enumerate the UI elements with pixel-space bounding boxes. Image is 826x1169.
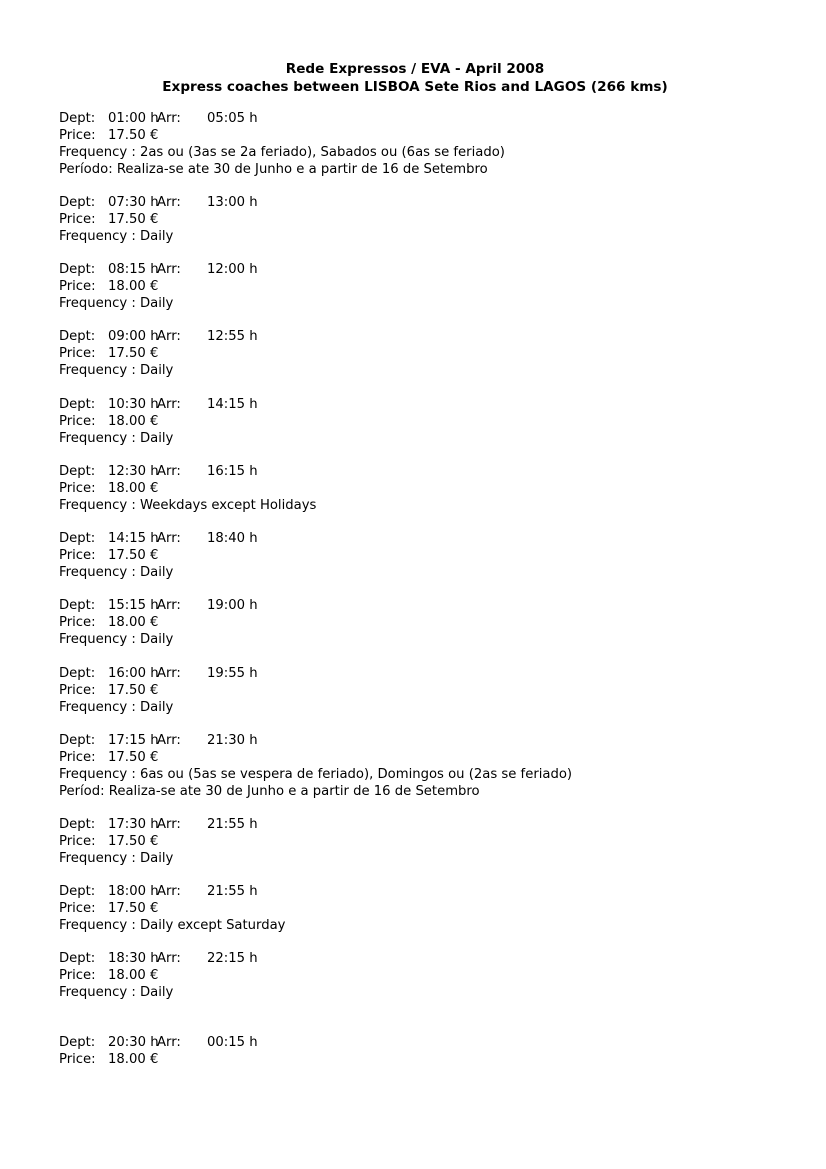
arrival-time: 12:00 h: [207, 262, 258, 277]
departure-time: 18:00 h: [108, 884, 159, 899]
arr-label: Arr:: [157, 397, 181, 412]
arrival-time: 14:15 h: [207, 397, 258, 412]
departure-time: 17:30 h: [108, 817, 159, 832]
arrival-time: 16:15 h: [207, 464, 258, 479]
departure-time: 16:00 h: [108, 666, 159, 681]
arr-label: Arr:: [157, 733, 181, 748]
frequency-text: Frequency : Daily: [59, 295, 174, 311]
price-value: 17.50 €: [108, 547, 159, 563]
dept-label: Dept:: [59, 951, 96, 966]
departure-time: 09:00 h: [108, 329, 159, 344]
dept-label: Dept:: [59, 598, 96, 613]
departure-time: 01:00 h: [108, 111, 159, 126]
price-label: Price:: [59, 547, 96, 563]
dept-label: Dept:: [59, 195, 96, 210]
arr-label: Arr:: [157, 666, 181, 681]
departure-time: 14:15 h: [108, 531, 159, 546]
departure-time: 07:30 h: [108, 195, 159, 210]
price-value: 18.00 €: [108, 1051, 159, 1067]
frequency-text: Frequency : Daily: [59, 564, 174, 580]
arrival-time: 21:55 h: [207, 884, 258, 899]
price-label: Price:: [59, 900, 96, 916]
document-subtitle: Express coaches between LISBOA Sete Rios and LAGOS (266 kms): [162, 79, 668, 95]
arrival-time: 22:15 h: [207, 951, 258, 966]
price-value: 18.00 €: [108, 413, 159, 429]
frequency-text: Frequency : Daily: [59, 984, 174, 1000]
price-label: Price:: [59, 345, 96, 361]
arr-label: Arr:: [157, 951, 181, 966]
price-label: Price:: [59, 614, 96, 630]
frequency-text: Frequency : 2as ou (3as se 2a feriado), Sabados ou (6as se feriado): [59, 144, 505, 160]
arr-label: Arr:: [157, 817, 181, 832]
price-value: 17.50 €: [108, 900, 159, 916]
dept-label: Dept:: [59, 531, 96, 546]
price-value: 17.50 €: [108, 682, 159, 698]
frequency-text: Frequency : 6as ou (5as se vespera de feriado), Domingos ou (2as se feriado): [59, 766, 573, 782]
frequency-text: Frequency : Daily: [59, 699, 174, 715]
dept-label: Dept:: [59, 884, 96, 899]
arr-label: Arr:: [157, 262, 181, 277]
arrival-time: 19:55 h: [207, 666, 258, 681]
dept-label: Dept:: [59, 329, 96, 344]
arr-label: Arr:: [157, 1035, 181, 1050]
departure-time: 10:30 h: [108, 397, 159, 412]
price-value: 17.50 €: [108, 345, 159, 361]
price-value: 18.00 €: [108, 967, 159, 983]
arr-label: Arr:: [157, 111, 181, 126]
departure-time: 20:30 h: [108, 1035, 159, 1050]
arr-label: Arr:: [157, 884, 181, 899]
dept-label: Dept:: [59, 733, 96, 748]
price-value: 17.50 €: [108, 833, 159, 849]
dept-label: Dept:: [59, 817, 96, 832]
dept-label: Dept:: [59, 397, 96, 412]
price-value: 17.50 €: [108, 749, 159, 765]
price-label: Price:: [59, 967, 96, 983]
arrival-time: 21:30 h: [207, 733, 258, 748]
dept-label: Dept:: [59, 262, 96, 277]
price-label: Price:: [59, 127, 96, 143]
arr-label: Arr:: [157, 329, 181, 344]
price-value: 18.00 €: [108, 480, 159, 496]
arr-label: Arr:: [157, 464, 181, 479]
departure-time: 18:30 h: [108, 951, 159, 966]
dept-label: Dept:: [59, 464, 96, 479]
price-label: Price:: [59, 480, 96, 496]
price-label: Price:: [59, 413, 96, 429]
frequency-text: Frequency : Daily except Saturday: [59, 917, 286, 933]
price-label: Price:: [59, 682, 96, 698]
frequency-text: Frequency : Daily: [59, 631, 174, 647]
document-title: Rede Expressos / EVA - April 2008: [285, 61, 545, 77]
arrival-time: 13:00 h: [207, 195, 258, 210]
period-text: Períod: Realiza-se ate 30 de Junho e a partir de 16 de Setembro: [59, 783, 480, 799]
price-label: Price:: [59, 278, 96, 294]
arrival-time: 19:00 h: [207, 598, 258, 613]
arrival-time: 05:05 h: [207, 111, 258, 126]
departure-time: 12:30 h: [108, 464, 159, 479]
price-label: Price:: [59, 1051, 96, 1067]
arrival-time: 12:55 h: [207, 329, 258, 344]
departure-time: 17:15 h: [108, 733, 159, 748]
arr-label: Arr:: [157, 195, 181, 210]
arr-label: Arr:: [157, 598, 181, 613]
price-value: 18.00 €: [108, 278, 159, 294]
arrival-time: 00:15 h: [207, 1035, 258, 1050]
price-label: Price:: [59, 749, 96, 765]
frequency-text: Frequency : Daily: [59, 850, 174, 866]
price-label: Price:: [59, 833, 96, 849]
arr-label: Arr:: [157, 531, 181, 546]
price-value: 18.00 €: [108, 614, 159, 630]
frequency-text: Frequency : Weekdays except Holidays: [59, 497, 317, 513]
price-value: 17.50 €: [108, 127, 159, 143]
arrival-time: 21:55 h: [207, 817, 258, 832]
arrival-time: 18:40 h: [207, 531, 258, 546]
period-text: Período: Realiza-se ate 30 de Junho e a partir de 16 de Setembro: [59, 161, 488, 177]
price-label: Price:: [59, 211, 96, 227]
dept-label: Dept:: [59, 111, 96, 126]
price-value: 17.50 €: [108, 211, 159, 227]
dept-label: Dept:: [59, 666, 96, 681]
departure-time: 15:15 h: [108, 598, 159, 613]
frequency-text: Frequency : Daily: [59, 430, 174, 446]
frequency-text: Frequency : Daily: [59, 362, 174, 378]
frequency-text: Frequency : Daily: [59, 228, 174, 244]
departure-time: 08:15 h: [108, 262, 159, 277]
dept-label: Dept:: [59, 1035, 96, 1050]
